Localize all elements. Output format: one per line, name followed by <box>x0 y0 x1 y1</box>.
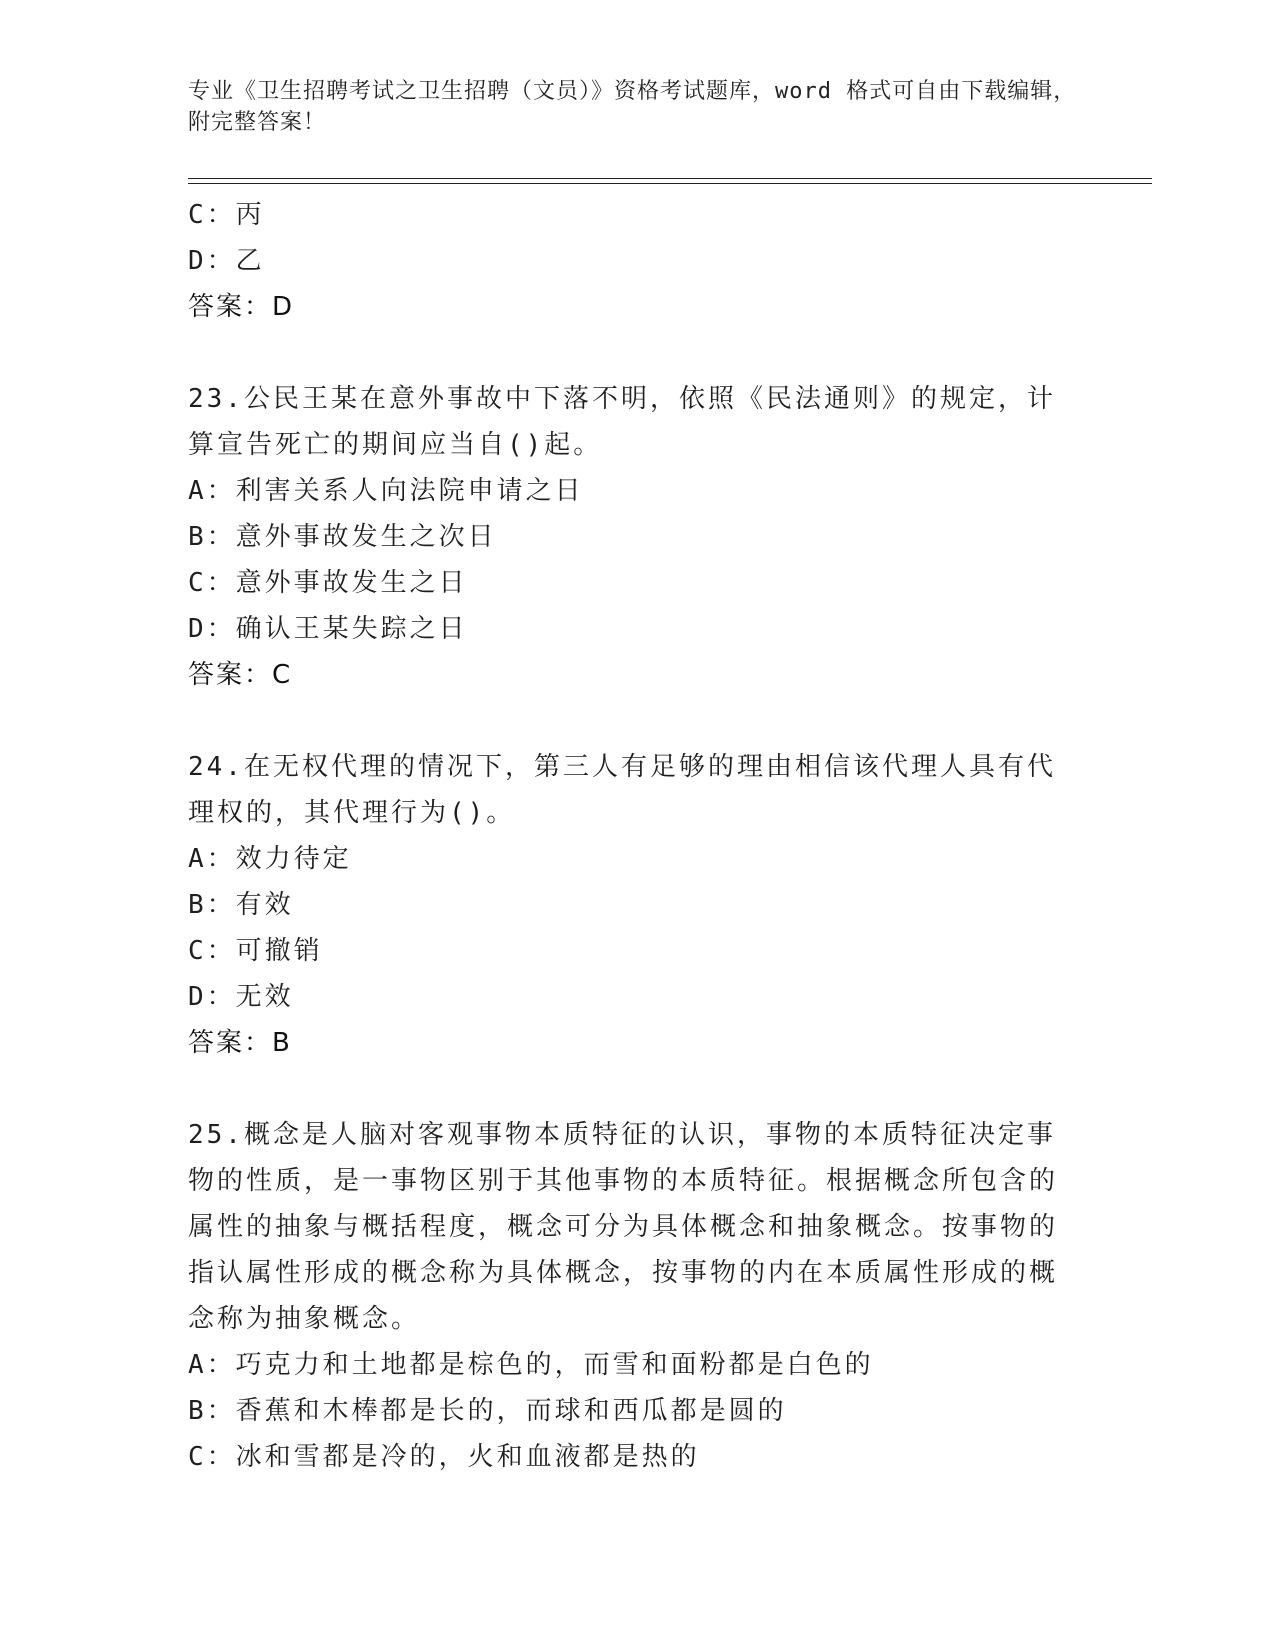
option-a: A：利害关系人向法院申请之日 <box>188 476 584 506</box>
document-header: 专业《卫生招聘考试之卫生招聘（文员）》资格考试题库，word 格式可自由下载编辑，附完整答案！ <box>188 79 1077 135</box>
question-24 <box>188 744 1088 1066</box>
option-a: A：巧克力和土地都是棕色的，而雪和面粉都是白色的 <box>188 1350 874 1380</box>
answer-line: 答案：B <box>188 1028 292 1058</box>
question-content <box>188 192 1088 1480</box>
option-b: B：意外事故发生之次日 <box>188 522 497 552</box>
option-a: A：效力待定 <box>188 844 352 874</box>
option-c: C：冰和雪都是冷的，火和血液都是热的 <box>188 1442 700 1472</box>
question-25 <box>188 1112 1088 1480</box>
spacer <box>188 330 1088 376</box>
option-c: C：丙 <box>188 200 265 230</box>
answer-line: 答案：C <box>188 660 293 690</box>
option-b: B：香蕉和木棒都是长的，而球和西瓜都是圆的 <box>188 1396 787 1426</box>
question-23 <box>188 376 1088 698</box>
option-c: C：可撤销 <box>188 936 323 966</box>
option-d: D：乙 <box>188 246 265 276</box>
option-c: C：意外事故发生之日 <box>188 568 468 598</box>
spacer <box>188 698 1088 744</box>
option-d: D：无效 <box>188 982 294 1012</box>
option-d: D：确认王某失踪之日 <box>188 614 468 644</box>
question-text: 25.概念是人脑对客观事物本质特征的认识，事物的本质特征决定事物的性质，是一事物区别于其他事物的本质特征。根据概念所包含的属性的抽象与概括程度，概念可分为具体概念和抽象概念。按事物的指认属性形成的概念称为具体概念，按事物的内在本质属性形成的概念称为抽象概念。 <box>188 1120 1059 1334</box>
answer-line: 答案：D <box>188 292 295 322</box>
header-rule-bottom <box>188 183 1152 184</box>
question-text: 23.公民王某在意外事故中下落不明，依照《民法通则》的规定，计算宣告死亡的期间应当自()起。 <box>188 384 1056 460</box>
option-b: B：有效 <box>188 890 294 920</box>
header-rule-top <box>188 178 1152 179</box>
question-text: 24.在无权代理的情况下，第三人有足够的理由相信该代理人具有代理权的，其代理行为()。 <box>188 752 1056 828</box>
continued-question <box>188 192 1088 330</box>
spacer <box>188 1066 1088 1112</box>
